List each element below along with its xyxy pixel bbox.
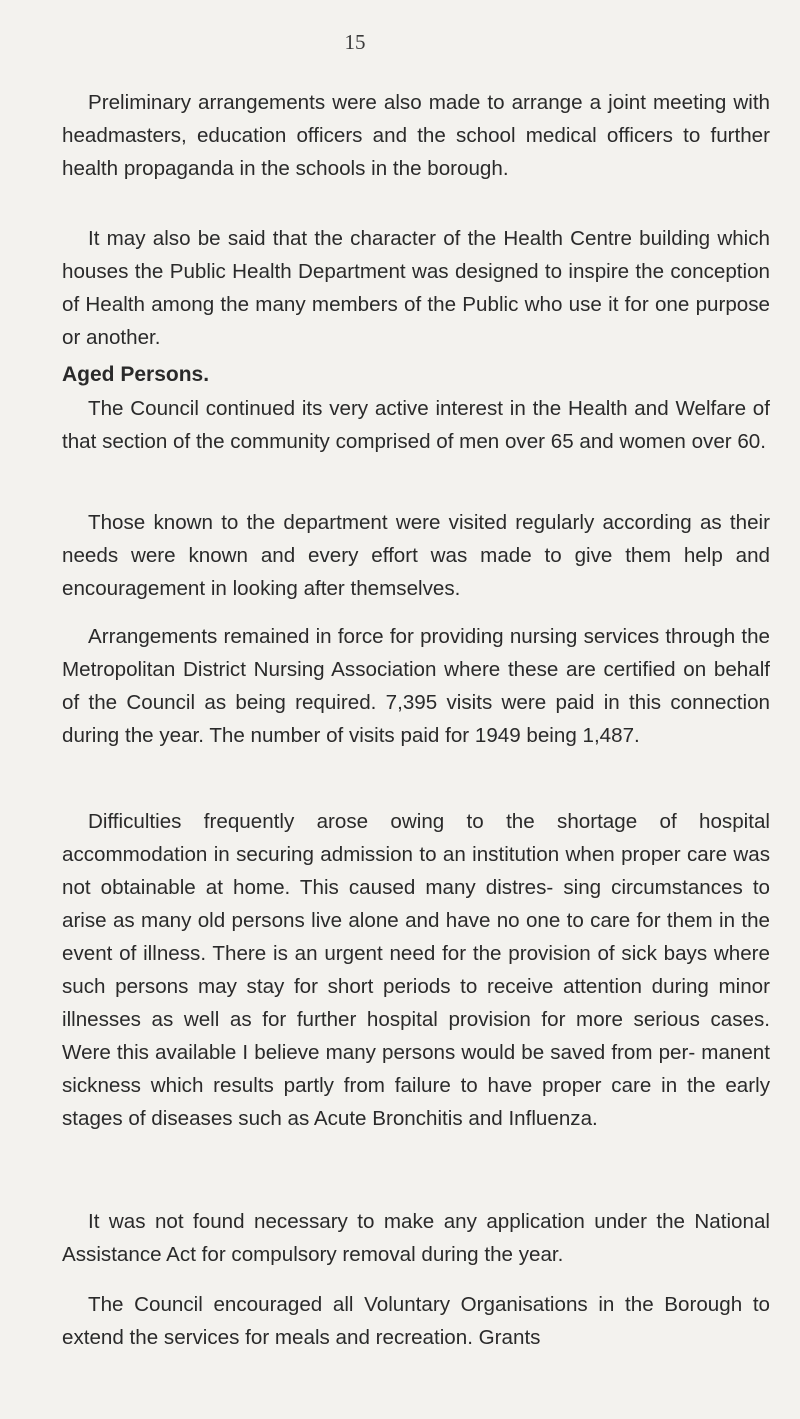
paragraph-health-centre: It may also be said that the character of the Health Centre building which houses the Public Health Department was designed to inspire the conception of Health among the many members of the Public who use it for one purpose or another.	[62, 227, 770, 349]
paragraph-department-visits: Those known to the department were visited regularly according as their needs were known and every effort was made to give them help and encouragement in looking after themselves.	[62, 511, 770, 600]
paragraph-national-assistance-act: It was not found necessary to make any application under the National Assistance Act for compulsory removal during the year.	[62, 1210, 770, 1266]
section-heading-aged-persons: Aged Persons.	[62, 363, 210, 386]
paragraph-nursing-services: Arrangements remained in force for providing nursing services through the Metropolitan District Nursing Association where these are certified on behalf of the Council as being required. 7,395 visits were paid in this connection during the year. The number of visits paid for 1949 being 1,487.	[62, 625, 770, 747]
page-number: 15	[344, 30, 366, 54]
paragraph-voluntary-organisations: The Council encouraged all Voluntary Organisations in the Borough to extend the services for meals and recreation. Grants	[62, 1293, 770, 1349]
paragraph-health-propaganda: Preliminary arrangements were also made to arrange a joint meeting with headmasters, education officers and the school medical officers to further health propaganda in the schools in the borough.	[62, 91, 770, 180]
paragraph-hospital-accommodation: Difficulties frequently arose owing to the shortage of hospital accommodation in securing admission to an institution when proper care was not obtainable at home. This caused many distres- sing circumstances to arise as many old persons live alone and have no one to care for them in the event of illness. There is an urgent need for the provision of sick bays where such persons may stay for short periods to receive attention during minor illnesses as well as for further hospital provision for more serious cases. Were this available I believe many persons would be saved from per- manent sickness which results partly from failure to have proper care in the early stages of diseases such as Acute Bronchitis and Influenza.	[62, 810, 770, 1130]
paragraph-council-interest: The Council continued its very active interest in the Health and Welfare of that section of the community comprised of men over 65 and women over 60.	[62, 397, 770, 453]
